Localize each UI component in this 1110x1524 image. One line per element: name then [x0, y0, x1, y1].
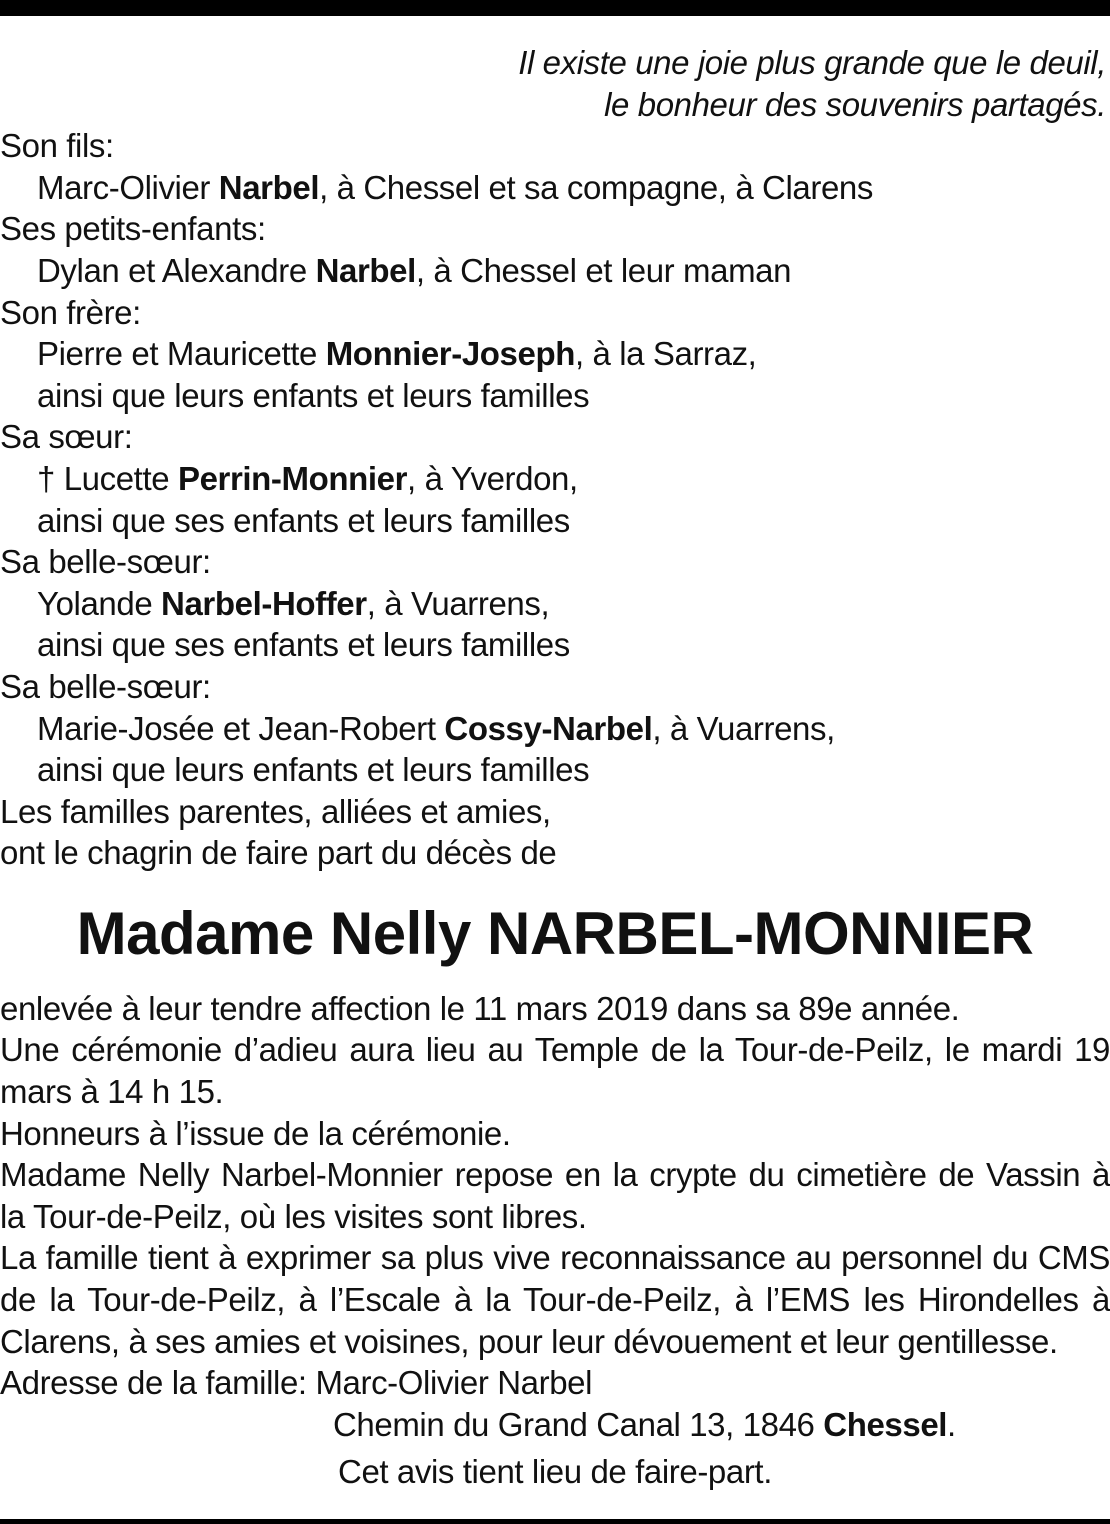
- brother-prefix: Pierre et Mauricette: [37, 335, 326, 373]
- address-town: Chessel: [823, 1405, 948, 1443]
- son-entry: [0, 167, 1110, 209]
- relatives-line-2: ont le chagrin de faire part du décès de: [0, 834, 557, 872]
- sister-in-law-2-surname: Cossy-Narbel: [444, 709, 653, 747]
- epigraph-line-1: Il existe une joie plus grande que le deuil,: [518, 44, 1106, 81]
- son-heading: Son fils:: [0, 127, 114, 165]
- grandchildren-surname: Narbel: [315, 251, 416, 289]
- sister-surname: Perrin-Monnier: [177, 459, 408, 497]
- top-rule: [0, 0, 1110, 16]
- address-end: .: [947, 1405, 956, 1443]
- body-paragraph-4: Madame Nelly Narbel-Monnier repose en la crypte du cimetière de Vassin à la Tour-de-Peilz, où les visites sont libres.: [0, 1156, 1110, 1235]
- epigraph-line-2: le bonheur des souvenirs partagés.: [604, 85, 1106, 123]
- sister-prefix: † Lucette: [37, 459, 178, 497]
- son-prefix: Marc-Olivier: [37, 168, 219, 206]
- sister-in-law-1-prefix: Yolande: [37, 584, 162, 622]
- sister-suffix: , à Yverdon,: [407, 459, 578, 497]
- deceased-name: Madame Nelly NARBEL-MONNIER: [76, 899, 1034, 967]
- address-street: [0, 1404, 1110, 1446]
- body-paragraph-1: enlevée à leur tendre affection le 11 mars 2019 dans sa 89e année.: [0, 989, 960, 1027]
- brother-suffix: , à la Sarraz,: [574, 335, 757, 373]
- closing-note: Cet avis tient lieu de faire-part.: [338, 1453, 772, 1491]
- body-paragraph-5: La famille tient à exprimer sa plus vive reconnaissance au personnel du CMS de la Tour-de-Peilz, à l’Escale à la Tour-de-Peilz, à l’EMS les Hirondelles à Clarens, à ses amies et voisines, pour leur dévouement et leur gentillesse.: [0, 1239, 1110, 1360]
- sister-in-law-1-heading: Sa belle-sœur:: [0, 543, 211, 581]
- sister-in-law-1-suffix: , à Vuarrens,: [366, 584, 550, 622]
- sister-in-law-2-suffix: , à Vuarrens,: [652, 709, 835, 747]
- grandchildren-heading: Ses petits-enfants:: [0, 210, 266, 248]
- sister-in-law-2-prefix: Marie-Josée et Jean-Robert: [37, 709, 445, 747]
- grandchildren-entry: [0, 250, 1110, 292]
- sister-in-law-2-entry-line-2: ainsi que leurs enfants et leurs familles: [37, 751, 590, 789]
- sister-entry: [0, 458, 1110, 500]
- brother-entry: [0, 333, 1110, 375]
- grandchildren-prefix: Dylan et Alexandre: [37, 251, 316, 289]
- relatives-line-1: Les familles parentes, alliées et amies,: [0, 792, 551, 830]
- sister-in-law-1-entry-line-2: ainsi que ses enfants et leurs familles: [37, 626, 570, 664]
- brother-surname: Monnier-Joseph: [325, 335, 575, 373]
- son-suffix: , à Chessel et sa compagne, à Clarens: [319, 168, 873, 206]
- sister-entry-line-2: ainsi que ses enfants et leurs familles: [37, 501, 570, 539]
- body-paragraph-3: Honneurs à l’issue de la cérémonie.: [0, 1114, 511, 1152]
- grandchildren-suffix: , à Chessel et leur maman: [415, 251, 792, 289]
- sister-in-law-2-entry: [0, 708, 1110, 750]
- brother-entry-line-2: ainsi que leurs enfants et leurs familles: [37, 376, 590, 414]
- sister-in-law-2-heading: Sa belle-sœur:: [0, 667, 211, 705]
- address-street-text: Chemin du Grand Canal 13, 1846: [333, 1405, 824, 1443]
- address-label: Adresse de la famille: Marc-Olivier Narbel: [0, 1364, 593, 1402]
- son-surname: Narbel: [218, 168, 320, 206]
- sister-in-law-1-surname: Narbel-Hoffer: [161, 584, 367, 622]
- sister-in-law-1-entry: [0, 583, 1110, 625]
- brother-heading: Son frère:: [0, 293, 141, 331]
- body-paragraph-2: Une cérémonie d’adieu aura lieu au Temple de la Tour-de-Peilz, le mardi 19 mars à 14 h 15.: [0, 1031, 1110, 1111]
- obituary-notice: [0, 42, 1110, 1493]
- bottom-rule: [0, 1519, 1110, 1524]
- sister-heading: Sa sœur:: [0, 418, 133, 456]
